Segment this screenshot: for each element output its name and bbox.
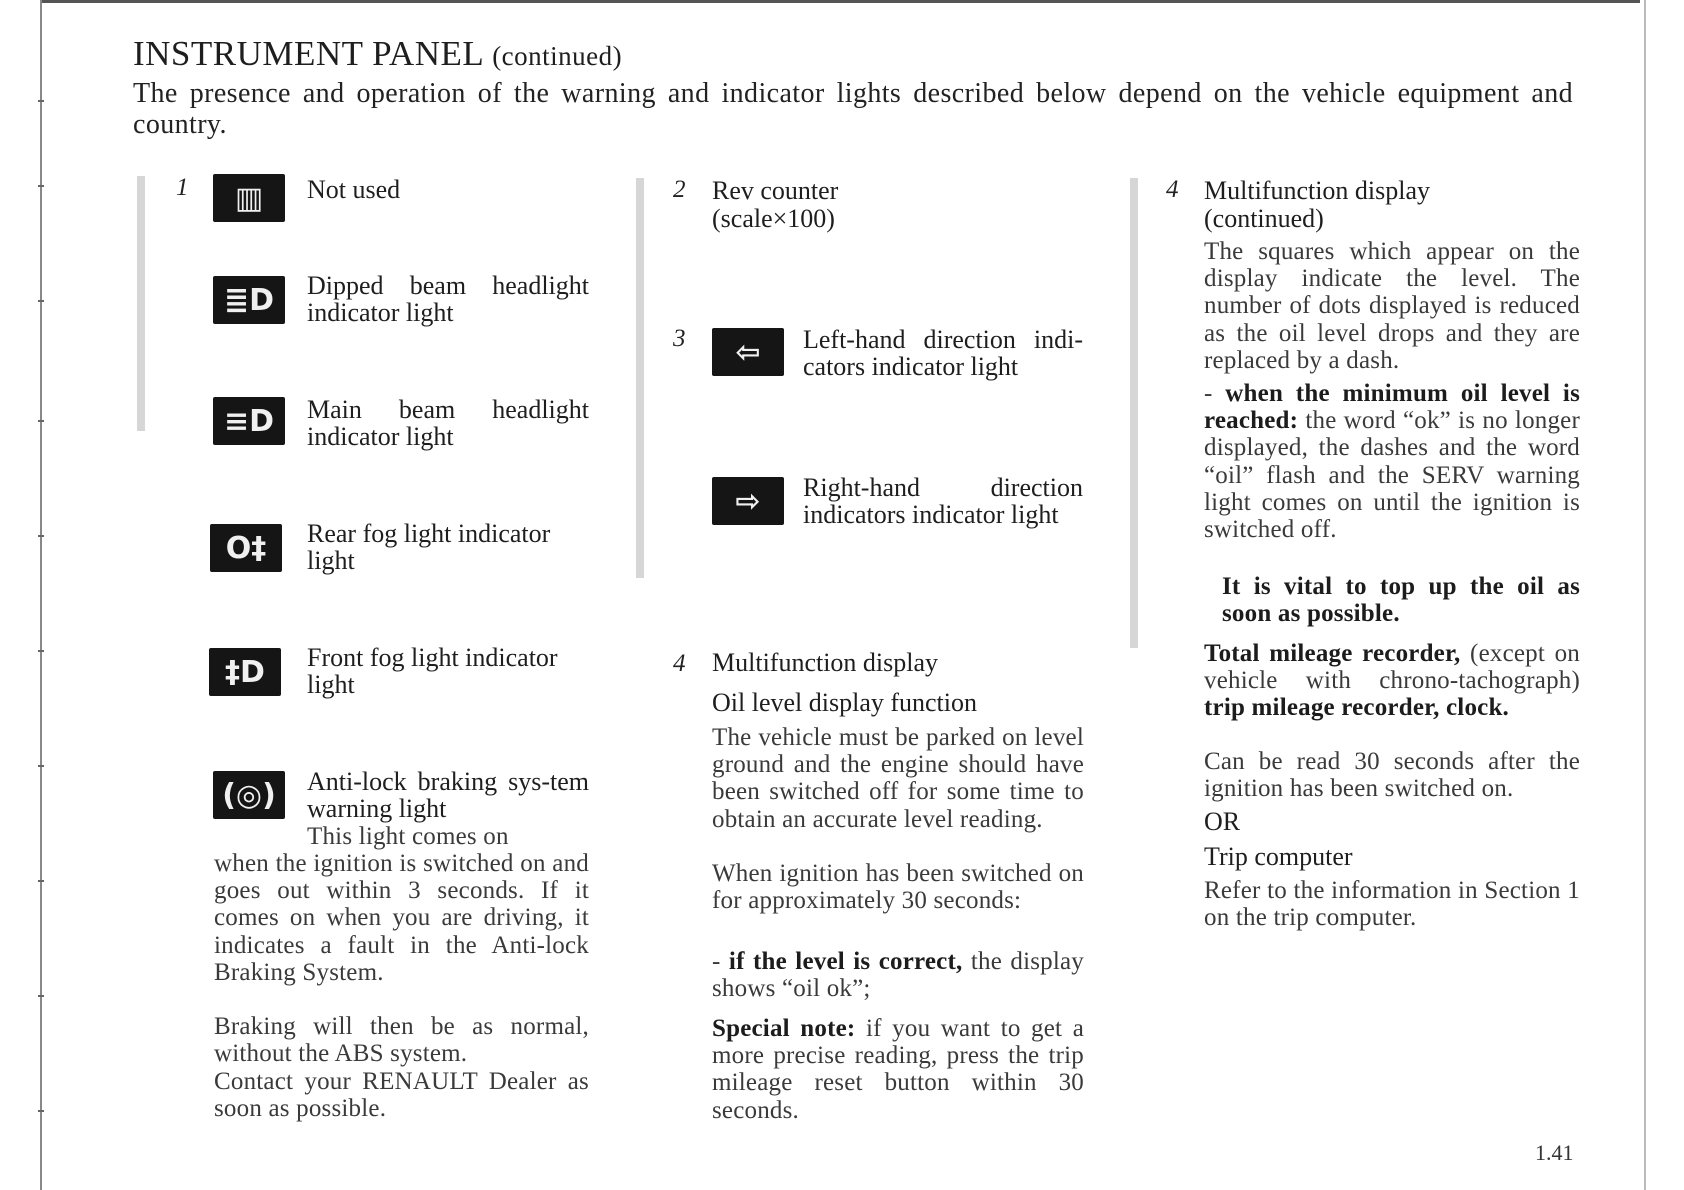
item-number-4: 4 [673,650,686,677]
icon-glyph: ▥ [234,180,264,216]
binding-tick [38,420,44,422]
special-note [712,1015,1084,1124]
label-left-indicator: Left-hand direction indi-cators indicator light [803,325,1083,381]
icon-glyph: ‡D [225,654,265,690]
label-abs: Anti-lock braking sys-tem warning light [307,767,589,823]
icon-glyph: ≣D [223,282,275,318]
heading-continued-suffix: (continued) [1204,204,1324,233]
icon-glyph: ⇦ [735,334,761,370]
left-arrow-icon [712,328,784,376]
bullet-rest-text: the display shows “oil ok”; [712,948,1084,1003]
title-suffix: (continued) [492,41,623,71]
label-rev-counter-scale: (scale×100) [712,204,835,233]
icon-glyph: ≡D [223,403,275,439]
special-note-text: if you want to get a more precise reading, press the trip mileage reset button within 30 seconds. [712,1015,1084,1124]
front-fog-icon [209,648,281,696]
rear-fog-icon [210,524,282,572]
label-rev-counter: Rev counter [712,176,839,205]
bullet-bold-text: if the level is correct, [728,948,963,975]
mileage-bold-1: Total mileage recorder, [1204,640,1461,667]
abs-icon [213,771,285,819]
abs-text-body-2: Braking will then be as normal, without the ABS system. [214,1013,589,1068]
minimum-oil-text: the word “ok” is no longer displayed, the dashes and the word “oil” flash and the SERV warning light comes on until the ignition is switched off. [1204,407,1581,544]
mileage-recorder [1204,640,1580,722]
title-main: INSTRUMENT PANEL [133,34,483,73]
column-3-bar [1130,178,1138,648]
icon-glyph: O‡ [225,530,267,566]
icon-glyph: ⇨ [735,483,761,519]
mileage-mid-text: (except on vehicle with chrono-tachograph) [1204,640,1581,695]
item-number-3: 3 [673,325,686,352]
label-rear-fog: Rear fog light indicator light [307,519,551,575]
binding-tick [38,185,44,187]
rear-screen-demist-icon [213,174,285,222]
dipped-beam-icon [213,276,285,324]
special-note-bold: Special note: [712,1015,856,1042]
heading-multifunction-continued: Multifunction display [1204,176,1431,205]
label-right-indicator: Right-hand direction indicators indicator light [803,473,1083,529]
item-number-2: 2 [673,176,686,203]
binding-tick [38,300,44,302]
oil-paragraph-1: The vehicle must be parked on level ground and the engine should have been switched off for some time to obtain an accurate level reading. [712,724,1084,833]
oil-paragraph-2: When ignition has been switched on for approximately 30 seconds: [712,860,1084,915]
column-2-bar [636,178,644,578]
trip-computer-body: Refer to the information in Section 1 on the trip computer. [1204,877,1580,932]
vital-note [1222,573,1580,627]
mileage-body: Can be read 30 seconds after the ignition has been switched on. [1204,748,1580,803]
binding-tick [38,1110,44,1112]
heading-multifunction-display: Multifunction display [712,648,939,677]
binding-tick [38,535,44,537]
label-main-beam: Main beam headlight indicator light [307,395,589,451]
heading-oil-level: Oil level display function [712,688,978,717]
minimum-oil-bold: when the minimum oil level is reached: [1204,380,1580,435]
abs-text-body: when the ignition is switched on and goes out within 3 seconds. If it comes on when you are driving, it indicates a fault in the Anti-lock Braking System. [214,850,589,986]
intro-paragraph: The presence and operation of the warning and indicator lights described below depend on the vehicle equipment and country. [133,78,1573,140]
item-number-1: 1 [176,174,189,201]
display-squares-paragraph: The squares which appear on the display indicate the level. The number of dots displayed is reduced as the oil level drops and they are replaced by a dash. [1204,238,1580,374]
or-separator: OR [1204,807,1241,836]
heading-trip-computer: Trip computer [1204,842,1353,871]
minimum-oil-bullet [1204,380,1580,543]
binding-tick [38,765,44,767]
icon-glyph: (◎) [222,777,276,813]
column-1-bar [137,176,145,431]
page-title [133,34,622,74]
page-edge-top [40,0,1640,3]
bullet-dash: - [1204,380,1226,407]
page-edge-right [1644,0,1646,1190]
abs-text-first: This light comes on [307,823,509,850]
abs-text-body-3: Contact your RENAULT Dealer as soon as possible. [214,1068,589,1123]
bullet-dash: - [712,948,729,975]
label-dipped-beam: Dipped beam headlight indicator light [307,271,589,327]
right-arrow-icon [712,477,784,525]
binding-tick [38,880,44,882]
binding-tick [38,100,44,102]
oil-bullet-correct [712,948,1084,1002]
main-beam-icon [213,397,285,445]
mileage-bold-2: trip mileage recorder, clock. [1204,694,1510,722]
binding-tick [38,650,44,652]
page-edge-left [40,0,42,1190]
vital-bold-text: It is vital to top up the oil as soon as possible. [1222,573,1580,628]
item-number-4-continued: 4 [1166,176,1179,203]
binding-tick [38,995,44,997]
label-not-used: Not used [307,175,401,204]
label-front-fog: Front fog light indicator light [307,643,558,699]
page-number: 1.41 [1535,1140,1574,1165]
